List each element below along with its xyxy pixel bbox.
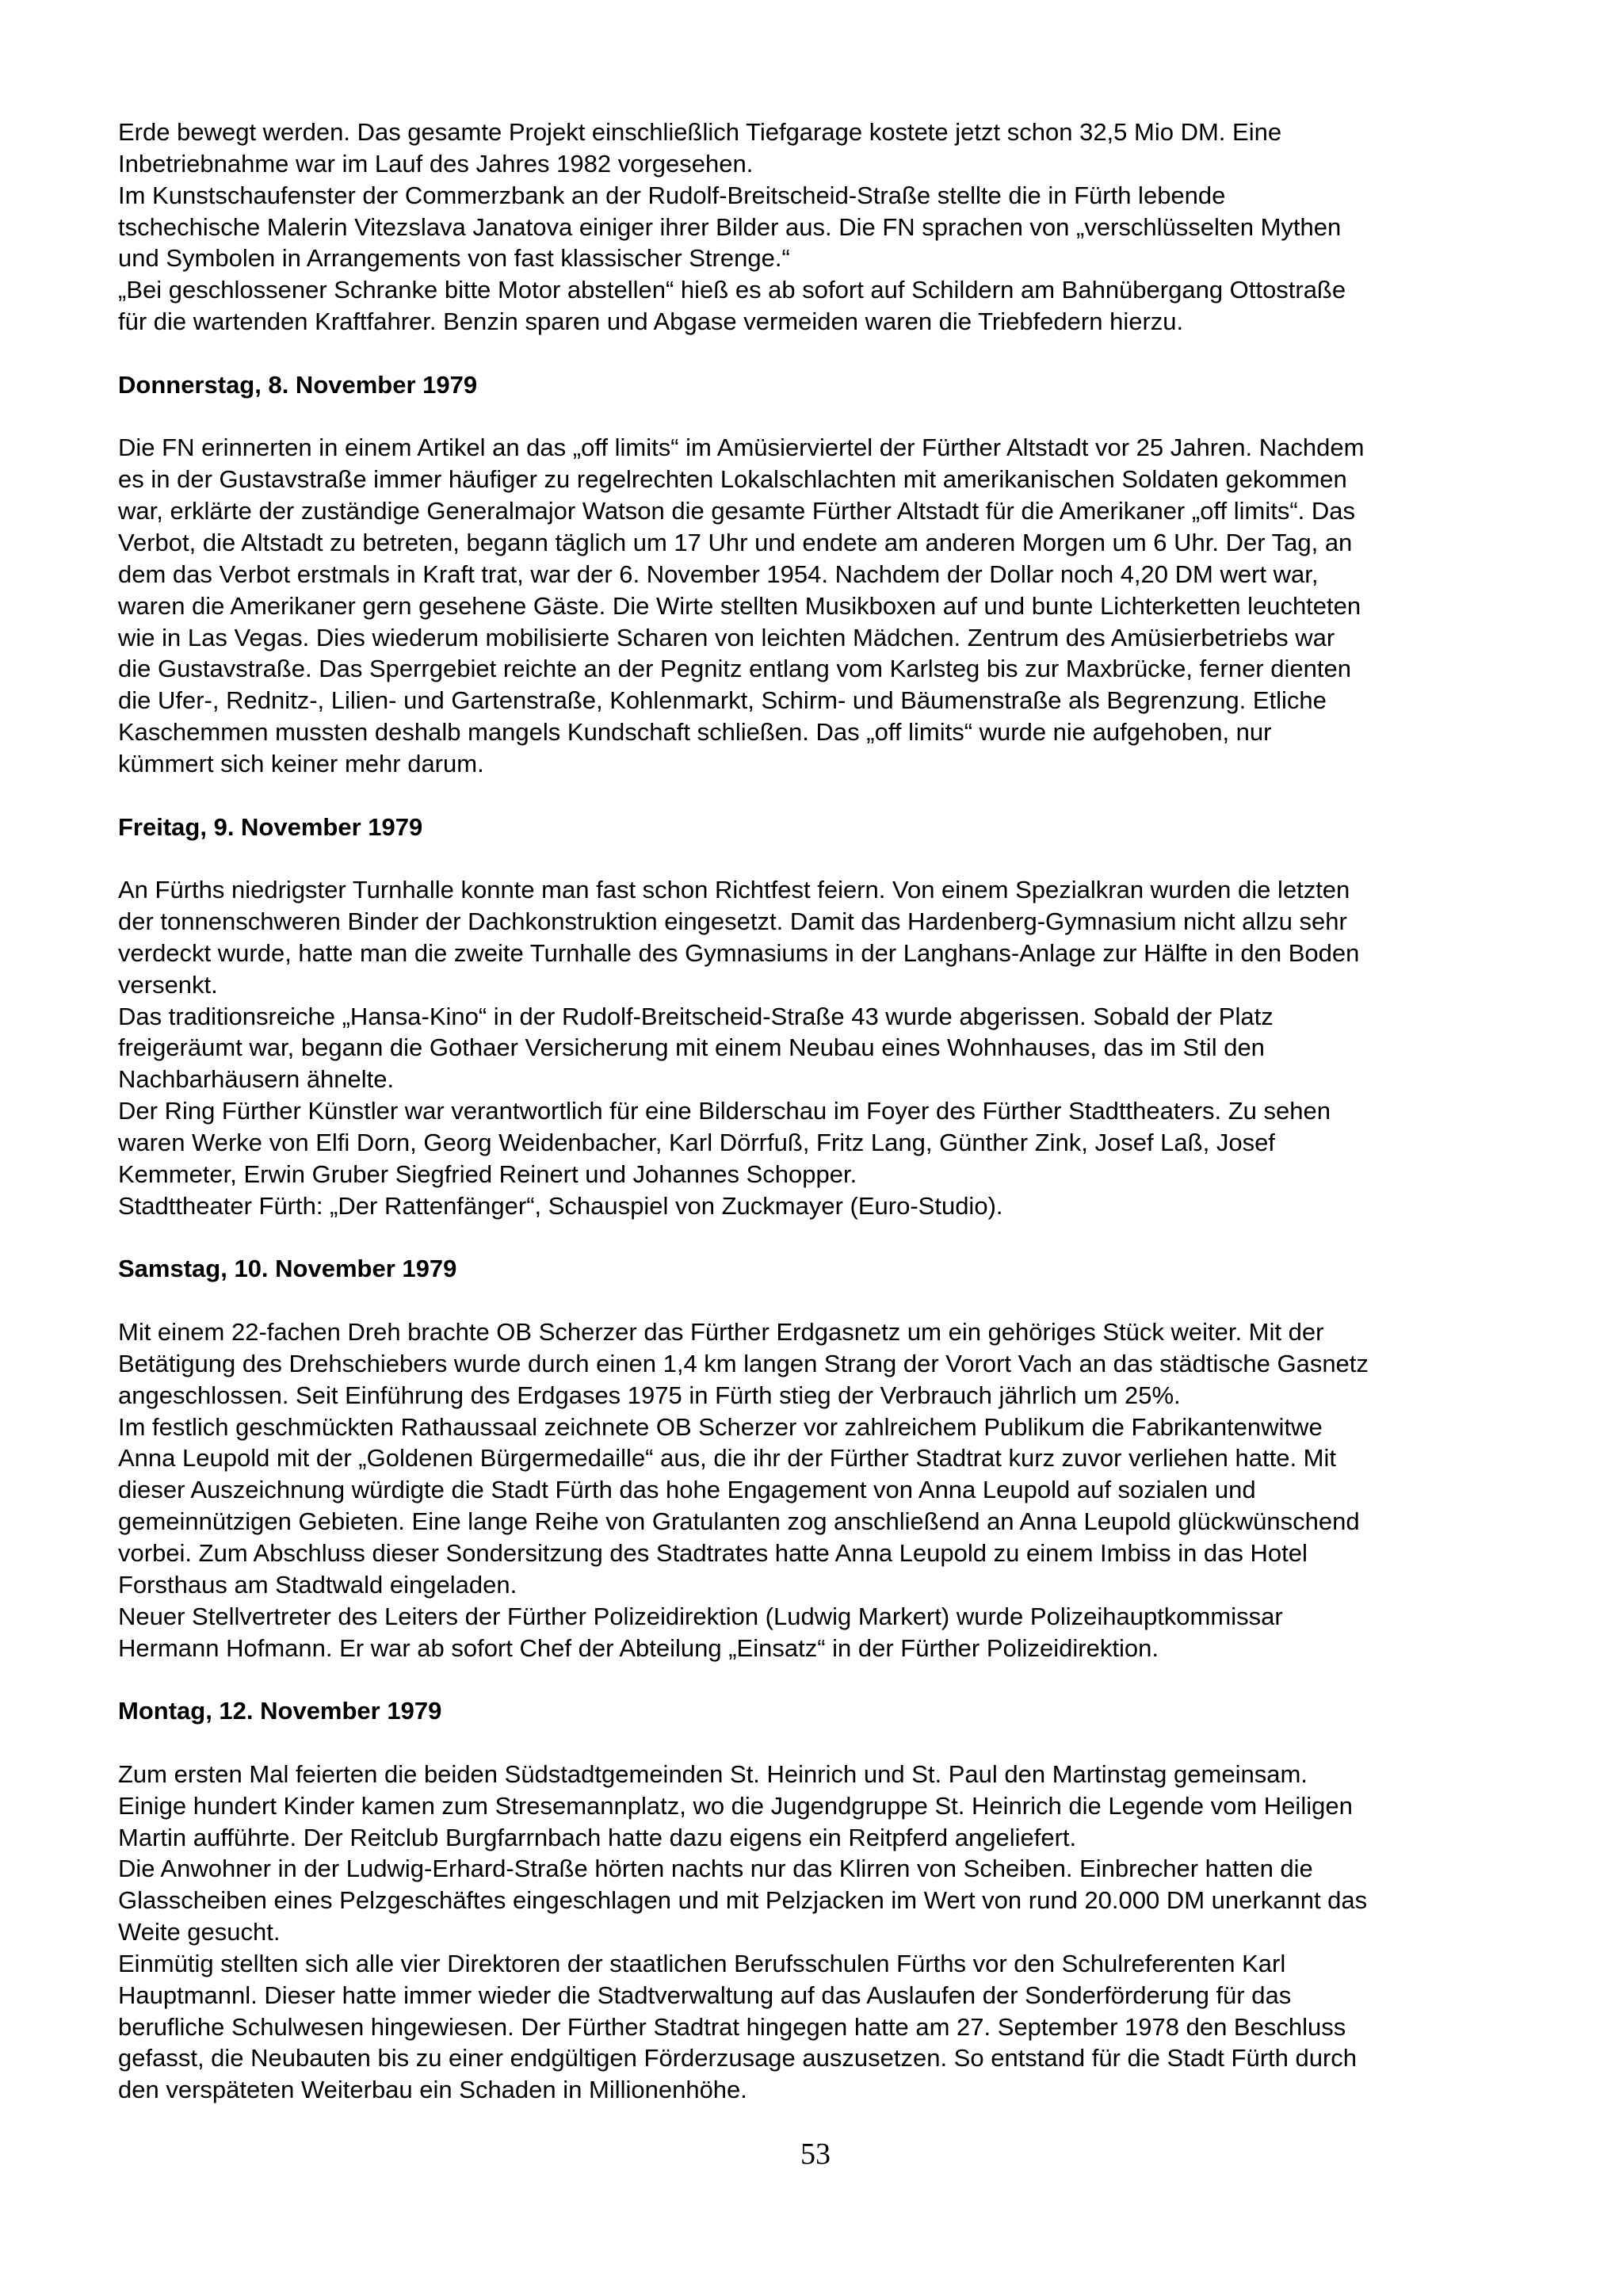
text-line: waren Werke von Elfi Dorn, Georg Weidenbacher, Karl Dörrfuß, Fritz Lang, Günther Zink, Josef Laß, Josef: [118, 1129, 1275, 1156]
text-line: waren die Amerikaner gern gesehene Gäste. Die Wirte stellten Musikboxen auf und bunte Lichterketten leuchteten: [118, 591, 1361, 620]
text-line: berufliche Schulwesen hingewiesen. Der Fürther Stadtrat hingegen hatte am 27. September 1978 den Beschluss: [118, 2012, 1346, 2041]
text-line: Die FN erinnerten in einem Artikel an das „off limits“ im Amüsierviertel der Fürther Altstadt vor 25 Jahren. Nachdem: [118, 434, 1365, 462]
text-line: die Gustavstraße. Das Sperrgebiet reichte an der Pegnitz entlang vom Karlsteg bis zur Maxbrücke, ferner dienten: [118, 655, 1351, 683]
text-line: „Bei geschlossener Schranke bitte Motor abstellen“ hieß es ab sofort auf Schildern am Bahnübergang Ottostraße: [118, 276, 1346, 304]
text-line: und Symbolen in Arrangements von fast klassischer Strenge.“: [118, 244, 790, 273]
text-line: Mit einem 22-fachen Dreh brachte OB Scherzer das Fürther Erdgasnetz um ein gehöriges Stück weiter. Mit der: [118, 1318, 1324, 1347]
spacer: [118, 338, 1545, 369]
page-number: 53: [800, 2137, 831, 2171]
text-line: Stadttheater Fürth: „Der Rattenfänger“, Schauspiel von Zuckmayer (Euro-Studio).: [118, 1191, 1003, 1220]
spacer: [118, 1285, 1545, 1316]
text-line: tschechische Malerin Vitezslava Janatova einiger ihrer Bilder aus. Die FN sprachen von „verschlüsselten Mythen: [118, 212, 1342, 241]
text-line: der tonnenschweren Binder der Dachkonstruktion eingesetzt. Damit das Hardenberg-Gymnasium nicht allzu sehr: [118, 907, 1347, 936]
text-line: den verspäteten Weiterbau ein Schaden in Millionenhöhe.: [118, 2076, 747, 2104]
text-line: versenkt.: [118, 970, 218, 999]
text-line: Kaschemmen mussten deshalb mangels Kundschaft schließen. Das „off limits“ wurde nie aufgehoben, nur: [118, 718, 1272, 747]
spacer: [118, 1222, 1545, 1254]
text-line: Inbetriebnahme war im Lauf des Jahres 1982 vorgesehen.: [118, 149, 754, 178]
text-line: Im festlich geschmückten Rathaussaal zeichnete OB Scherzer vor zahlreichem Publikum die Fabrikantenwitwe: [118, 1412, 1323, 1441]
text-line: Betätigung des Drehschiebers wurde durch einen 1,4 km langen Strang der Vorort Vach an das städtische Gasnetz: [118, 1349, 1369, 1377]
text-line: Glasscheiben eines Pelzgeschäftes eingeschlagen und mit Pelzjacken im Wert von rund 20.000 DM unerkannt das: [118, 1886, 1368, 1915]
text-line: wie in Las Vegas. Dies wiederum mobilisierte Scharen von leichten Mädchen. Zentrum des Amüsierbetriebs war: [118, 623, 1335, 651]
text-line: Anna Leupold mit der „Goldenen Bürgermedaille“ aus, die ihr der Fürther Stadtrat kurz zuvor verliehen hatte. Mit: [118, 1444, 1336, 1473]
text-line: Hermann Hofmann. Er war ab sofort Chef der Abteilung „Einsatz“ in der Fürther Polizeidirektion.: [118, 1633, 1159, 1662]
spacer: [118, 1727, 1545, 1759]
text-line: war, erklärte der zuständige Generalmajor Watson die gesamte Fürther Altstadt für die Amerikaner „off limits“. Das: [118, 497, 1355, 525]
date-heading: Freitag, 9. November 1979: [118, 812, 423, 841]
text-line: Nachbarhäusern ähnelte.: [118, 1065, 395, 1094]
text-line: die Ufer-, Rednitz-, Lilien- und Gartenstraße, Kohlenmarkt, Schirm- und Bäumenstraße als Begrenzung. Etliche: [118, 686, 1327, 715]
text-line: Verbot, die Altstadt zu betreten, begann täglich um 17 Uhr und endete am anderen Morgen um 6 Uhr. Der Tag, an: [118, 528, 1353, 556]
text-line: es in der Gustavstraße immer häufiger zu regelrechten Lokalschlachten mit amerikanischen Soldaten gekommen: [118, 465, 1347, 494]
text-line: Die Anwohner in der Ludwig-Erhard-Straße hörten nachts nur das Klirren von Scheiben. Einbrecher hatten die: [118, 1855, 1313, 1883]
date-heading: Samstag, 10. November 1979: [118, 1255, 457, 1283]
text-line: Erde bewegt werden. Das gesamte Projekt einschließlich Tiefgarage kostete jetzt schon 32,5 Mio DM. Eine: [118, 118, 1282, 146]
text-line: Weite gesucht.: [118, 1918, 281, 1946]
text-line: dieser Auszeichnung würdigte die Stadt Fürth das hohe Engagement von Anna Leupold auf sozialen und: [118, 1476, 1256, 1504]
text-line: Einmütig stellten sich alle vier Direktoren der staatlichen Berufsschulen Fürths vor den Schulreferenten Karl: [118, 1949, 1286, 1977]
text-line: gemeinnützigen Gebieten. Eine lange Reihe von Gratulanten zog anschließend an Anna Leupold glückwünschend: [118, 1507, 1360, 1536]
text-line: Das traditionsreiche „Hansa-Kino“ in der Rudolf-Breitscheid-Straße 43 wurde abgerissen. Sobald der Platz: [118, 1002, 1274, 1030]
date-heading: Donnerstag, 8. November 1979: [118, 370, 478, 399]
text-line: Hauptmannl. Dieser hatte immer wieder die Stadtverwaltung auf das Auslaufen der Sonderförderung für das: [118, 1981, 1292, 2009]
text-line: dem das Verbot erstmals in Kraft trat, war der 6. November 1954. Nachdem der Dollar noch 4,20 DM wert war,: [118, 560, 1319, 588]
text-line: vorbei. Zum Abschluss dieser Sondersitzung des Stadtrates hatte Anna Leupold zu einem Imbiss in das Hotel: [118, 1538, 1308, 1567]
text-line: Kemmeter, Erwin Gruber Siegfried Reinert und Johannes Schopper.: [118, 1159, 857, 1188]
text-line: angeschlossen. Seit Einführung des Erdgases 1975 in Fürth stieg der Verbrauch jährlich um 25%.: [118, 1381, 1181, 1409]
text-line: freigeräumt war, begann die Gothaer Versicherung mit einem Neubau eines Wohnhauses, das im Stil den: [118, 1033, 1265, 1062]
spacer: [118, 842, 1545, 874]
text-line: Forsthaus am Stadtwald eingeladen.: [118, 1570, 517, 1599]
text-line: gefasst, die Neubauten bis zu einer endgültigen Förderzusage auszusetzen. So entstand für die Stadt Fürth durch: [118, 2044, 1358, 2073]
text-line: für die wartenden Kraftfahrer. Benzin sparen und Abgase vermeiden waren die Triebfedern hierzu.: [118, 308, 1184, 336]
text-line: An Fürths niedrigster Turnhalle konnte man fast schon Richtfest feiern. Von einem Spezialkran wurden die letzten: [118, 876, 1350, 904]
text-line: verdeckt wurde, hatte man die zweite Turnhalle des Gymnasiums in der Langhans-Anlage zur Hälfte in den Boden: [118, 938, 1360, 967]
text-line: Einige hundert Kinder kamen zum Stresemannplatz, wo die Jugendgruppe St. Heinrich die Legende vom Heiligen: [118, 1791, 1353, 1820]
text-line: Der Ring Fürther Künstler war verantwortlich für eine Bilderschau im Foyer des Fürther Stadttheaters. Zu sehen: [118, 1097, 1331, 1125]
text-line: Zum ersten Mal feierten die beiden Südstadtgemeinden St. Heinrich und St. Paul den Martinstag gemeinsam.: [118, 1759, 1308, 1788]
document-body: [118, 117, 1545, 2106]
text-line: Im Kunstschaufenster der Commerzbank an der Rudolf-Breitscheid-Straße stellte die in Fürth lebende: [118, 181, 1226, 209]
text-line: kümmert sich keiner mehr darum.: [118, 749, 484, 777]
text-line: Neuer Stellvertreter des Leiters der Fürther Polizeidirektion (Ludwig Markert) wurde Polizeihauptkommissar: [118, 1602, 1283, 1630]
date-heading: Montag, 12. November 1979: [118, 1697, 442, 1725]
text-line: Martin aufführte. Der Reitclub Burgfarrnbach hatte dazu eigens ein Reitpferd angeliefert.: [118, 1823, 1077, 1851]
spacer: [118, 1664, 1545, 1695]
spacer: [118, 780, 1545, 812]
spacer: [118, 401, 1545, 433]
